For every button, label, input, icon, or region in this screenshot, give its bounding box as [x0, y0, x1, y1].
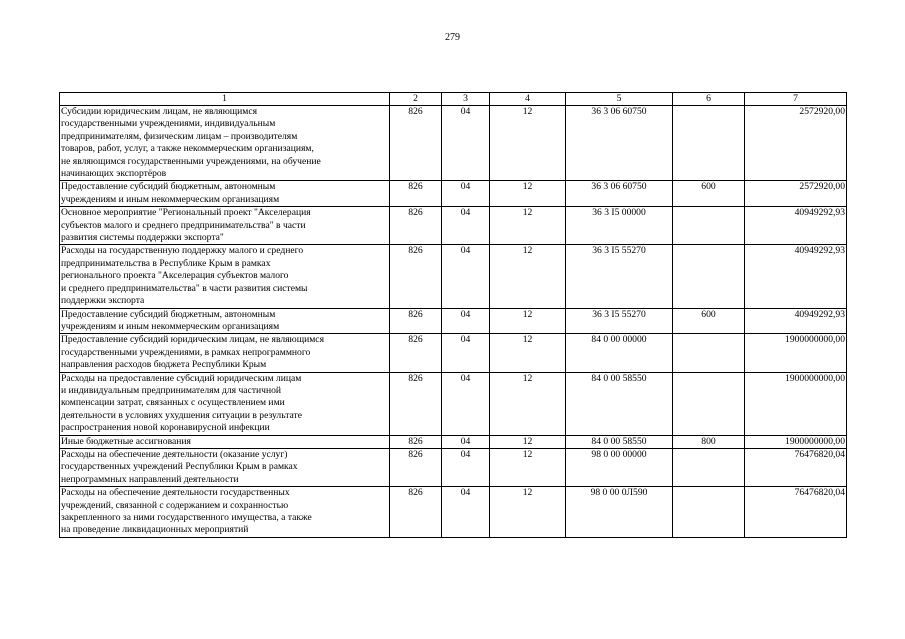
table-row [60, 181, 847, 207]
amount: 76476820,04 [745, 487, 847, 538]
subsection-code: 12 [490, 334, 566, 372]
amount: 1900000000,00 [745, 372, 847, 435]
header-col-1: 1 [60, 93, 390, 106]
ministry-code: 826 [390, 181, 442, 207]
section-code: 04 [442, 207, 490, 245]
header-row [60, 93, 847, 106]
target-article-code: 84 0 00 58550 [566, 435, 673, 448]
expense-type-code: 600 [673, 181, 745, 207]
expense-name: Предоставление субсидий юридическим лицам, не являющимся государственными учреждениями, в рамках непрограммного направления расходов бюджета Республики Крым [60, 334, 390, 372]
table-row [60, 487, 847, 538]
expense-type-code: 800 [673, 435, 745, 448]
expense-name: Расходы на обеспечение деятельности (оказание услуг) государственных учреждений Республики Крым в рамках непрограммных направлений деятельности [60, 448, 390, 486]
target-article-code: 98 0 00 00000 [566, 448, 673, 486]
header-col-7: 7 [745, 93, 847, 106]
target-article-code: 84 0 00 58550 [566, 372, 673, 435]
expense-type-code [673, 372, 745, 435]
subsection-code: 12 [490, 181, 566, 207]
expense-name: Субсидии юридическим лицам, не являющимся государственными учреждениями, индивидуальным предпринимателям, физическим лицам – производителям товаров, работ, услуг, а также некоммерческим организациям, не являющимся государственными учреждениями, на обучение начинающих экспортёров [60, 106, 390, 181]
page-number: 279 [445, 32, 460, 43]
budget-table [59, 92, 847, 538]
table-row [60, 106, 847, 181]
section-code: 04 [442, 487, 490, 538]
section-code: 04 [442, 181, 490, 207]
ministry-code: 826 [390, 334, 442, 372]
table-row [60, 245, 847, 308]
subsection-code: 12 [490, 245, 566, 308]
target-article-code: 84 0 00 00000 [566, 334, 673, 372]
expense-name: Основное мероприятие "Региональный проект "Акселерация субъектов малого и среднего предпринимательства" в части развития системы поддержки экспорта" [60, 207, 390, 245]
header-col-6: 6 [673, 93, 745, 106]
subsection-code: 12 [490, 106, 566, 181]
expense-type-code: 600 [673, 308, 745, 334]
amount: 40949292,93 [745, 207, 847, 245]
ministry-code: 826 [390, 207, 442, 245]
target-article-code: 98 0 00 0Л590 [566, 487, 673, 538]
target-article-code: 36 3 06 60750 [566, 106, 673, 181]
section-code: 04 [442, 435, 490, 448]
amount: 1900000000,00 [745, 435, 847, 448]
expense-type-code [673, 106, 745, 181]
target-article-code: 36 3 I5 00000 [566, 207, 673, 245]
expense-name: Предоставление субсидий бюджетным, автономным учреждениям и иным некоммерческим организациям [60, 181, 390, 207]
target-article-code: 36 3 06 60750 [566, 181, 673, 207]
section-code: 04 [442, 448, 490, 486]
expense-type-code [673, 334, 745, 372]
section-code: 04 [442, 372, 490, 435]
ministry-code: 826 [390, 372, 442, 435]
expense-type-code [673, 245, 745, 308]
ministry-code: 826 [390, 448, 442, 486]
ministry-code: 826 [390, 435, 442, 448]
amount: 76476820,04 [745, 448, 847, 486]
expense-type-code [673, 487, 745, 538]
expense-name: Расходы на государственную поддержку малого и среднего предпринимательства в Республике Крым в рамках регионального проекта "Акселерация субъектов малого и среднего предпринимательства" в части развития системы поддержки экспорта [60, 245, 390, 308]
amount: 2572920,00 [745, 106, 847, 181]
section-code: 04 [442, 106, 490, 181]
amount: 40949292,93 [745, 308, 847, 334]
expense-name: Расходы на предоставление субсидий юридическим лицам и индивидуальным предпринимателям для частичной компенсации затрат, связанных с осуществлением ими деятельности в условиях ухудшения ситуации в результате распространения новой коронавирусной инфекции [60, 372, 390, 435]
expense-name: Предоставление субсидий бюджетным, автономным учреждениям и иным некоммерческим организациям [60, 308, 390, 334]
table-row [60, 435, 847, 448]
section-code: 04 [442, 334, 490, 372]
table-row [60, 334, 847, 372]
target-article-code: 36 3 I5 55270 [566, 308, 673, 334]
ministry-code: 826 [390, 106, 442, 181]
amount: 40949292,93 [745, 245, 847, 308]
expense-name: Иные бюджетные ассигнования [60, 435, 390, 448]
target-article-code: 36 3 I5 55270 [566, 245, 673, 308]
subsection-code: 12 [490, 372, 566, 435]
table-row [60, 372, 847, 435]
ministry-code: 826 [390, 245, 442, 308]
header-col-5: 5 [566, 93, 673, 106]
ministry-code: 826 [390, 308, 442, 334]
table-row [60, 207, 847, 245]
ministry-code: 826 [390, 487, 442, 538]
header-col-4: 4 [490, 93, 566, 106]
subsection-code: 12 [490, 207, 566, 245]
amount: 2572920,00 [745, 181, 847, 207]
amount: 1900000000,00 [745, 334, 847, 372]
expense-name: Расходы на обеспечение деятельности государственных учреждений, связанной с содержанием и сохранностью закрепленного за ними государственного имущества, а также на проведение ликвидационных мероприятий [60, 487, 390, 538]
expense-type-code [673, 207, 745, 245]
header-col-2: 2 [390, 93, 442, 106]
subsection-code: 12 [490, 487, 566, 538]
table-row [60, 448, 847, 486]
section-code: 04 [442, 245, 490, 308]
table-row [60, 308, 847, 334]
subsection-code: 12 [490, 435, 566, 448]
section-code: 04 [442, 308, 490, 334]
subsection-code: 12 [490, 448, 566, 486]
subsection-code: 12 [490, 308, 566, 334]
expense-type-code [673, 448, 745, 486]
header-col-3: 3 [442, 93, 490, 106]
